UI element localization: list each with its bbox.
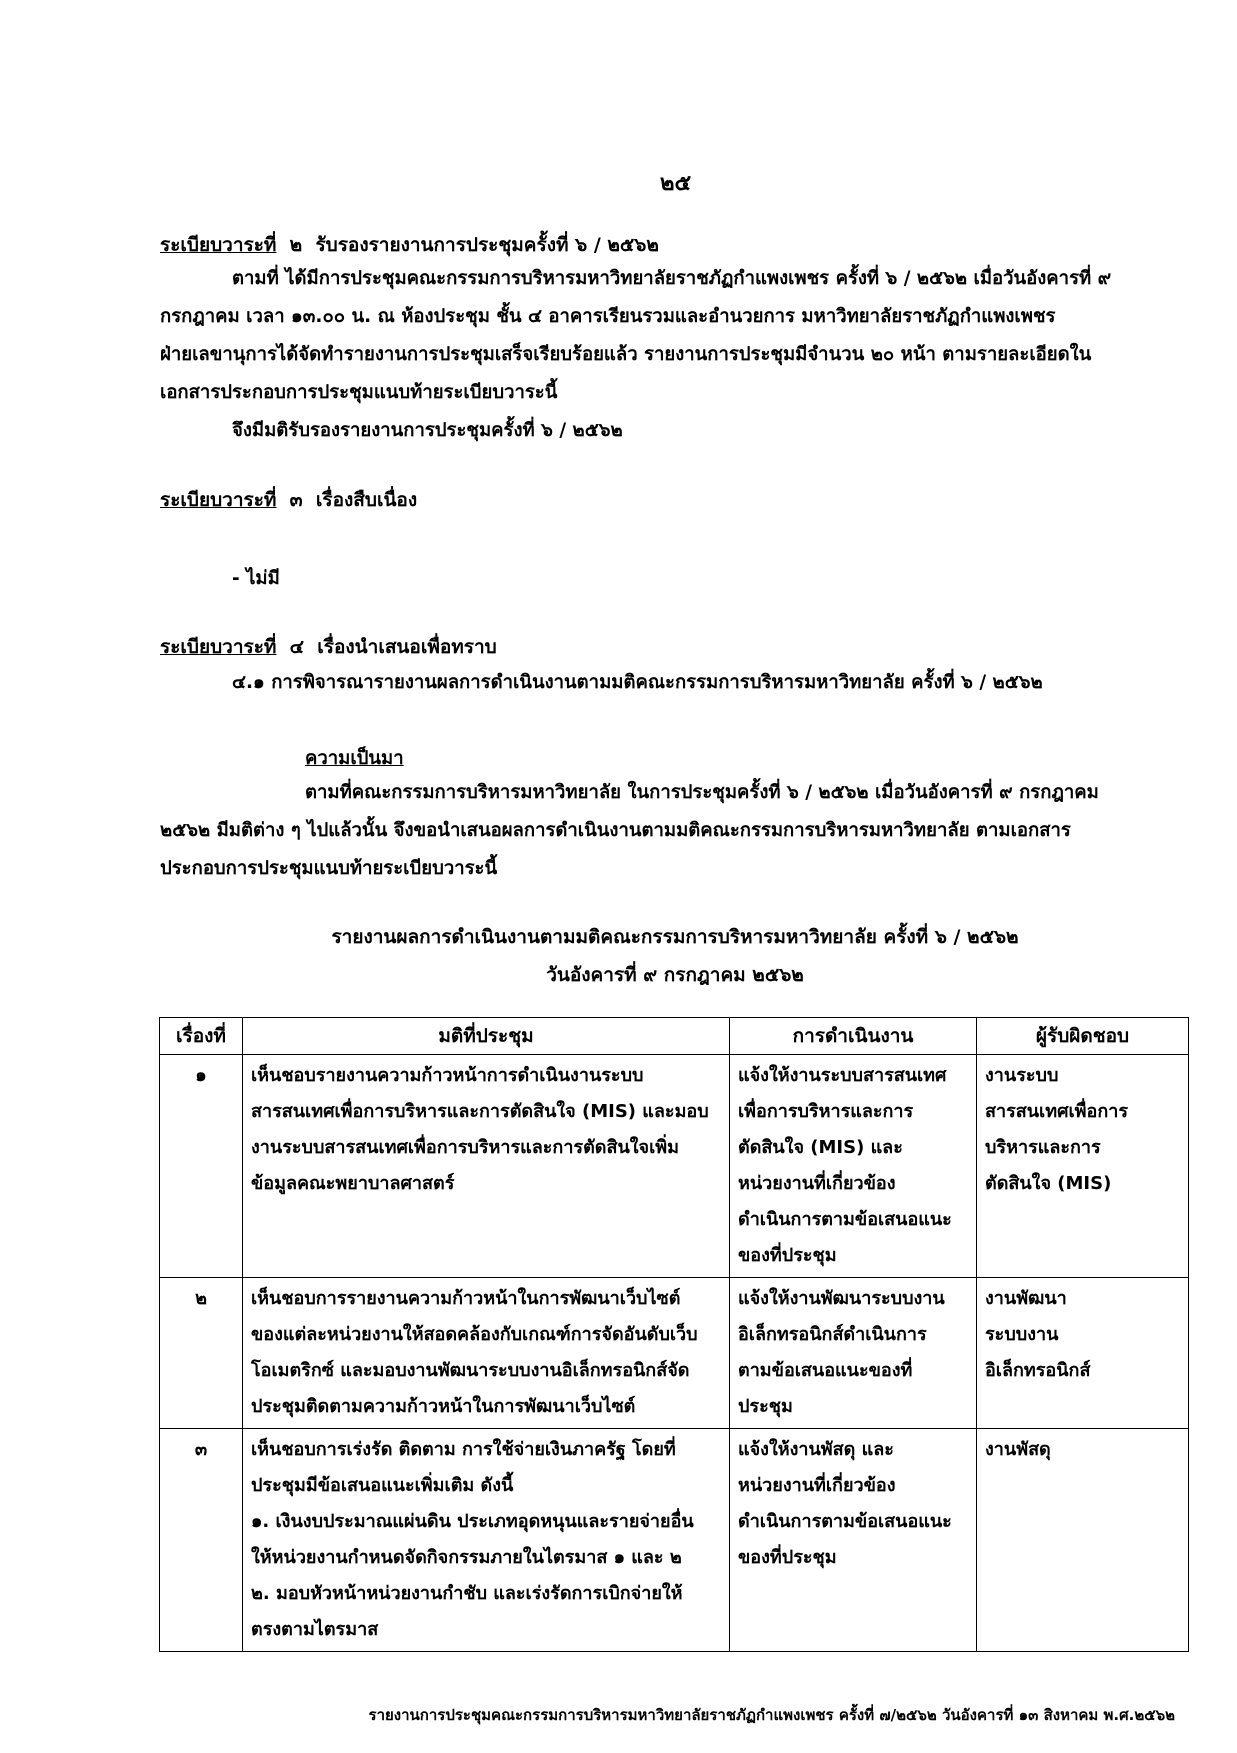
row-responsible (977, 1055, 1189, 1278)
row-action (730, 1055, 977, 1278)
background-line-1: ตามที่คณะกรรมการบริหารมหาวิทยาลัย ในการประชุมครั้งที่ ๖ / ๒๕๖๒ เมื่อวันอังคารที่ ๙ กรกฎาคม (305, 782, 1099, 803)
action-line: เพื่อการบริหารและการ (738, 1101, 914, 1122)
responsible-line: งานระบบ (985, 1065, 1059, 1086)
row-action (730, 1278, 977, 1429)
table-row (160, 1055, 1189, 1278)
agenda-2-line-2: กรกฎาคม เวลา ๑๓.๐๐ น. ณ ห้องประชุม ชั้น ๔ อาคารเรียนรวมและอำนวยการ มหาวิทยาลัยราชภัฏกำแพงเพชร (160, 306, 1056, 327)
report-title: รายงานผลการดำเนินงานตามมติคณะกรรมการบริหารมหาวิทยาลัย ครั้งที่ ๖ / ๒๕๖๒ (331, 926, 1019, 948)
row-resolution (243, 1278, 730, 1429)
action-line: แจ้งให้งานพัสดุ และ (738, 1439, 894, 1460)
action-line: ตามข้อเสนอแนะของที่ (738, 1360, 913, 1381)
responsible-line: บริหารและการ (985, 1137, 1101, 1158)
agenda-2-label: ระเบียบวาระที่ (160, 234, 277, 256)
row-no: ๒ (160, 1278, 243, 1429)
action-line: ของที่ประชุม (738, 1245, 837, 1266)
resolution-line: ประชุมมีข้อเสนอแนะเพิ่มเติม ดังนี้ (251, 1475, 514, 1496)
resolution-line: ให้หน่วยงานกำหนดจัดกิจกรรมภายในไตรมาส ๑ และ ๒ (251, 1547, 682, 1568)
resolution-line: เห็นชอบรายงานความก้าวหน้าการดำเนินงานระบบ (251, 1065, 644, 1086)
action-line: ดำเนินการตามข้อเสนอแนะ (738, 1511, 952, 1532)
agenda-2-line-1: ตามที่ ได้มีการประชุมคณะกรรมการบริหารมหาวิทยาลัยราชภัฏกำแพงเพชร ครั้งที่ ๖ / ๒๕๖๒ เมื่อวันอังคารที่ ๙ (232, 268, 1112, 289)
resolution-line: ๑. เงินงบประมาณแผ่นดิน ประเภทอุดหนุนและรายจ่ายอื่น (251, 1511, 694, 1532)
resolution-line: ของแต่ละหน่วยงานให้สอดคล้องกับเกณฑ์การจัดอันดับเว็บ (251, 1324, 698, 1345)
responsible-line: งานพัฒนา (985, 1288, 1067, 1309)
action-line: ประชุม (738, 1396, 793, 1417)
agenda-2-title: รับรองรายงานการประชุมครั้งที่ ๖ / ๒๕๖๒ (315, 234, 659, 256)
row-no: ๓ (160, 1429, 243, 1652)
agenda-4-heading (160, 632, 497, 662)
resolution-line: ๒. มอบหัวหน้าหน่วยงานกำชับ และเร่งรัดการเบิกจ่ายให้ (251, 1583, 683, 1604)
responsible-line: ตัดสินใจ (MIS) (985, 1173, 1112, 1194)
action-line: ดำเนินการตามข้อเสนอแนะ (738, 1209, 952, 1230)
row-responsible (977, 1429, 1189, 1652)
action-line: อิเล็กทรอนิกส์ดำเนินการ (738, 1324, 927, 1345)
agenda-2-line-3: ฝ่ายเลขานุการได้จัดทำรายงานการประชุมเสร็จเรียบร้อยแล้ว รายงานการประชุมมีจำนวน ๒๐ หน้า ตามรายละเอียดใน (160, 344, 1092, 365)
agenda-2-heading (160, 230, 659, 260)
resolution-line: ข้อมูลคณะพยาบาลศาสตร์ (251, 1173, 455, 1194)
agenda-3-label: ระเบียบวาระที่ (160, 489, 277, 511)
report-date: วันอังคารที่ ๙ กรกฎาคม ๒๕๖๒ (546, 964, 804, 986)
agenda-3-title: เรื่องสืบเนื่อง (315, 489, 418, 511)
background-heading: ความเป็นมา (305, 748, 404, 769)
header-responsible: ผู้รับผิดชอบ (977, 1018, 1189, 1055)
table-row (160, 1429, 1189, 1652)
resolution-line: สารสนเทศเพื่อการบริหารและการตัดสินใจ (MIS) และมอบ (251, 1101, 709, 1122)
table-header-row (160, 1018, 1189, 1055)
resolutions-table (159, 1017, 1189, 1652)
resolution-line: โอเมตริกซ์ และมอบงานพัฒนาระบบงานอิเล็กทรอนิกส์จัด (251, 1360, 690, 1381)
action-line: หน่วยงานที่เกี่ยวข้อง (738, 1173, 896, 1194)
header-action: การดำเนินงาน (730, 1018, 977, 1055)
agenda-3-number: ๓ (289, 489, 303, 511)
action-line: แจ้งให้งานพัฒนาระบบงาน (738, 1288, 945, 1309)
action-line: ตัดสินใจ (MIS) และ (738, 1137, 903, 1158)
agenda-4-title: เรื่องนำเสนอเพื่อทราบ (317, 636, 497, 658)
action-line: แจ้งให้งานระบบสารสนเทศ (738, 1065, 947, 1086)
row-resolution (243, 1429, 730, 1652)
responsible-line: สารสนเทศเพื่อการ (985, 1101, 1128, 1122)
resolution-line: งานระบบสารสนเทศเพื่อการบริหารและการตัดสินใจเพิ่ม (251, 1137, 679, 1158)
page-number: ๒๕ (660, 171, 692, 196)
responsible-line: ระบบงาน (985, 1324, 1059, 1345)
table-row (160, 1278, 1189, 1429)
row-responsible (977, 1278, 1189, 1429)
resolution-line: เห็นชอบการเร่งรัด ติดตาม การใช้จ่ายเงินภาครัฐ โดยที่ (251, 1439, 676, 1460)
agenda-3-note: - ไม่มี (232, 568, 280, 589)
responsible-line: อิเล็กทรอนิกส์ (985, 1360, 1091, 1381)
agenda-4-number: ๔ (289, 636, 305, 658)
responsible-line: งานพัสดุ (985, 1439, 1051, 1460)
agenda-2-number: ๒ (289, 234, 303, 256)
agenda-3-heading (160, 485, 417, 515)
action-line: ของที่ประชุม (738, 1547, 837, 1568)
page-footer: รายงานการประชุมคณะกรรมการบริหารมหาวิทยาลัยราชภัฏกำแพงเพชร ครั้งที่ ๗/๒๕๖๒ วันอังคารที่ ๑๓ สิงหาคม พ.ศ.๒๕๖๒ (368, 1706, 1175, 1724)
resolution-line: ประชุมติดตามความก้าวหน้าในการพัฒนาเว็บไซต์ (251, 1396, 636, 1417)
agenda-2-resolution: จึงมีมติรับรองรายงานการประชุมครั้งที่ ๖ / ๒๕๖๒ (232, 420, 623, 441)
header-resolution: มติที่ประชุม (243, 1018, 730, 1055)
action-line: หน่วยงานที่เกี่ยวข้อง (738, 1475, 896, 1496)
agenda-4-subitem: ๔.๑ การพิจารณารายงานผลการดำเนินงานตามมติคณะกรรมการบริหารมหาวิทยาลัย ครั้งที่ ๖ / ๒๕๖๒ (232, 672, 1043, 693)
background-line-2: ๒๕๖๒ มีมติต่าง ๆ ไปแล้วนั้น จึงขอนำเสนอผลการดำเนินงานตามมติคณะกรรมการบริหารมหาวิทยาลัย ตามเอกสาร (160, 820, 1071, 841)
header-no: เรื่องที่ (160, 1018, 243, 1055)
resolution-line: เห็นชอบการรายงานความก้าวหน้าในการพัฒนาเว็บไซต์ (251, 1288, 681, 1309)
agenda-4-label: ระเบียบวาระที่ (160, 636, 277, 658)
agenda-2-line-4: เอกสารประกอบการประชุมแนบท้ายระเบียบวาระนี้ (160, 382, 558, 403)
row-resolution (243, 1055, 730, 1278)
background-line-3: ประกอบการประชุมแนบท้ายระเบียบวาระนี้ (160, 858, 498, 879)
resolution-line: ตรงตามไตรมาส (251, 1619, 379, 1640)
row-no: ๑ (160, 1055, 243, 1278)
row-action (730, 1429, 977, 1652)
